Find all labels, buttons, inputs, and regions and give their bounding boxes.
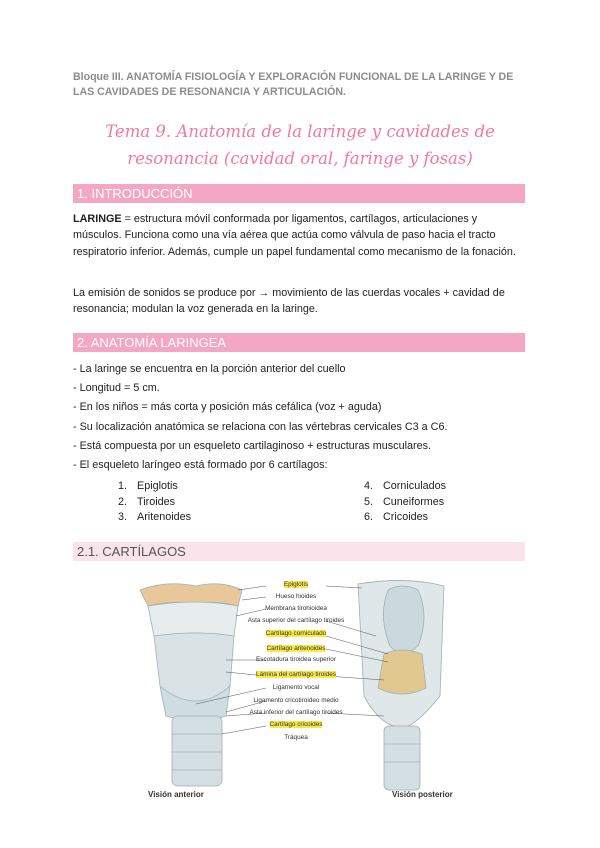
figure-label: Hueso hioides: [275, 593, 317, 600]
figure-label: Ligamento vocal: [272, 684, 320, 691]
block-heading: Bloque III. ANATOMÍA FISIOLOGÍA Y EXPLORACIÓN FUNCIONAL DE LA LARINGE Y DE LAS CAVIDADES DE RESONANCIA Y ARTICULACIÓN.: [73, 71, 514, 98]
figure-label: Escotadura tiroidea superior: [256, 656, 336, 663]
figure-label: Membrana tirohioidea: [265, 605, 327, 612]
list-item: 3. Aritenoides: [117, 511, 192, 523]
anatomy-list: [73, 360, 528, 475]
list-item: 4. Corniculados: [363, 480, 447, 492]
list-item: - Longitud = 5 cm.: [73, 382, 160, 395]
topic-title: Tema 9. Anatomía de la laringe y cavidades de resonancia (cavidad oral, faringe y fosas): [105, 122, 495, 168]
list-item: - En los niños = más corta y posición más cefálica (voz + aguda): [73, 401, 382, 414]
list-item: - Está compuesta por un esqueleto cartilaginoso + estructuras musculares.: [73, 439, 431, 452]
posterior-larynx: [358, 580, 444, 790]
caption-posterior: Visión posterior: [392, 790, 453, 799]
list-item: - La laringe se encuentra en la porción anterior del cuello: [73, 363, 346, 375]
figure-label: Tráquea: [284, 734, 308, 741]
list-item: 6. Cricoides: [363, 511, 429, 523]
figure-label: Cartílago aritenoides: [266, 645, 326, 652]
list-item: 1. Epiglotis: [117, 480, 178, 492]
section-heading-cartilagos: 2.1. CARTÍLAGOS: [73, 542, 525, 561]
figure-label: Asta inferior del cartílago tiroides: [249, 709, 343, 716]
cartilage-list-right: [356, 479, 446, 526]
laringe-definition: = estructura móvil conformada por ligamentos, cartílagos, articulaciones y músculos. Funciona como una vía aérea que actúa como válvula de paso hacia el tracto respiratorio inferior. Además, cumple un papel fundamental como mecanismo de la fonación.: [73, 213, 516, 258]
intro-paragraph: [73, 211, 528, 260]
sound-emission-paragraph: La emisión de sonidos se produce por → movimiento de las cuerdas vocales + cavidad de resonancia; modulan la voz generada en la laringe.: [73, 287, 505, 316]
figure-label: Cartílago cricoides: [269, 721, 323, 728]
section-heading-anatomia: 2. ANATOMÍA LARINGEA: [73, 333, 525, 352]
figure-label: Epiglotis: [283, 581, 309, 588]
figure-label: Ligamento cricotiroideo medio: [253, 697, 339, 704]
list-item: - El esqueleto laríngeo está formado por 6 cartílagos:: [73, 459, 328, 472]
list-item: 5. Cuneiformes: [363, 495, 445, 508]
figure-label: Lámina del cartílago tiroides: [256, 671, 336, 678]
section-heading-introduccion: 1. INTRODUCCIÓN: [73, 184, 525, 203]
list-item: - Su localización anatómica se relaciona con las vértebras cervicales C3 a C6.: [73, 420, 448, 433]
cartilage-list-left: [110, 479, 191, 526]
list-item: 2. Tiroides: [117, 495, 175, 508]
larynx-illustration: [126, 576, 464, 808]
term-laringe: LARINGE: [73, 213, 122, 225]
figure-label: Asta superior del cartílago tiroides: [247, 617, 345, 624]
anterior-larynx: [140, 584, 242, 786]
figure-label: Cartílago corniculado: [265, 630, 327, 637]
caption-anterior: Visión anterior: [148, 790, 204, 799]
